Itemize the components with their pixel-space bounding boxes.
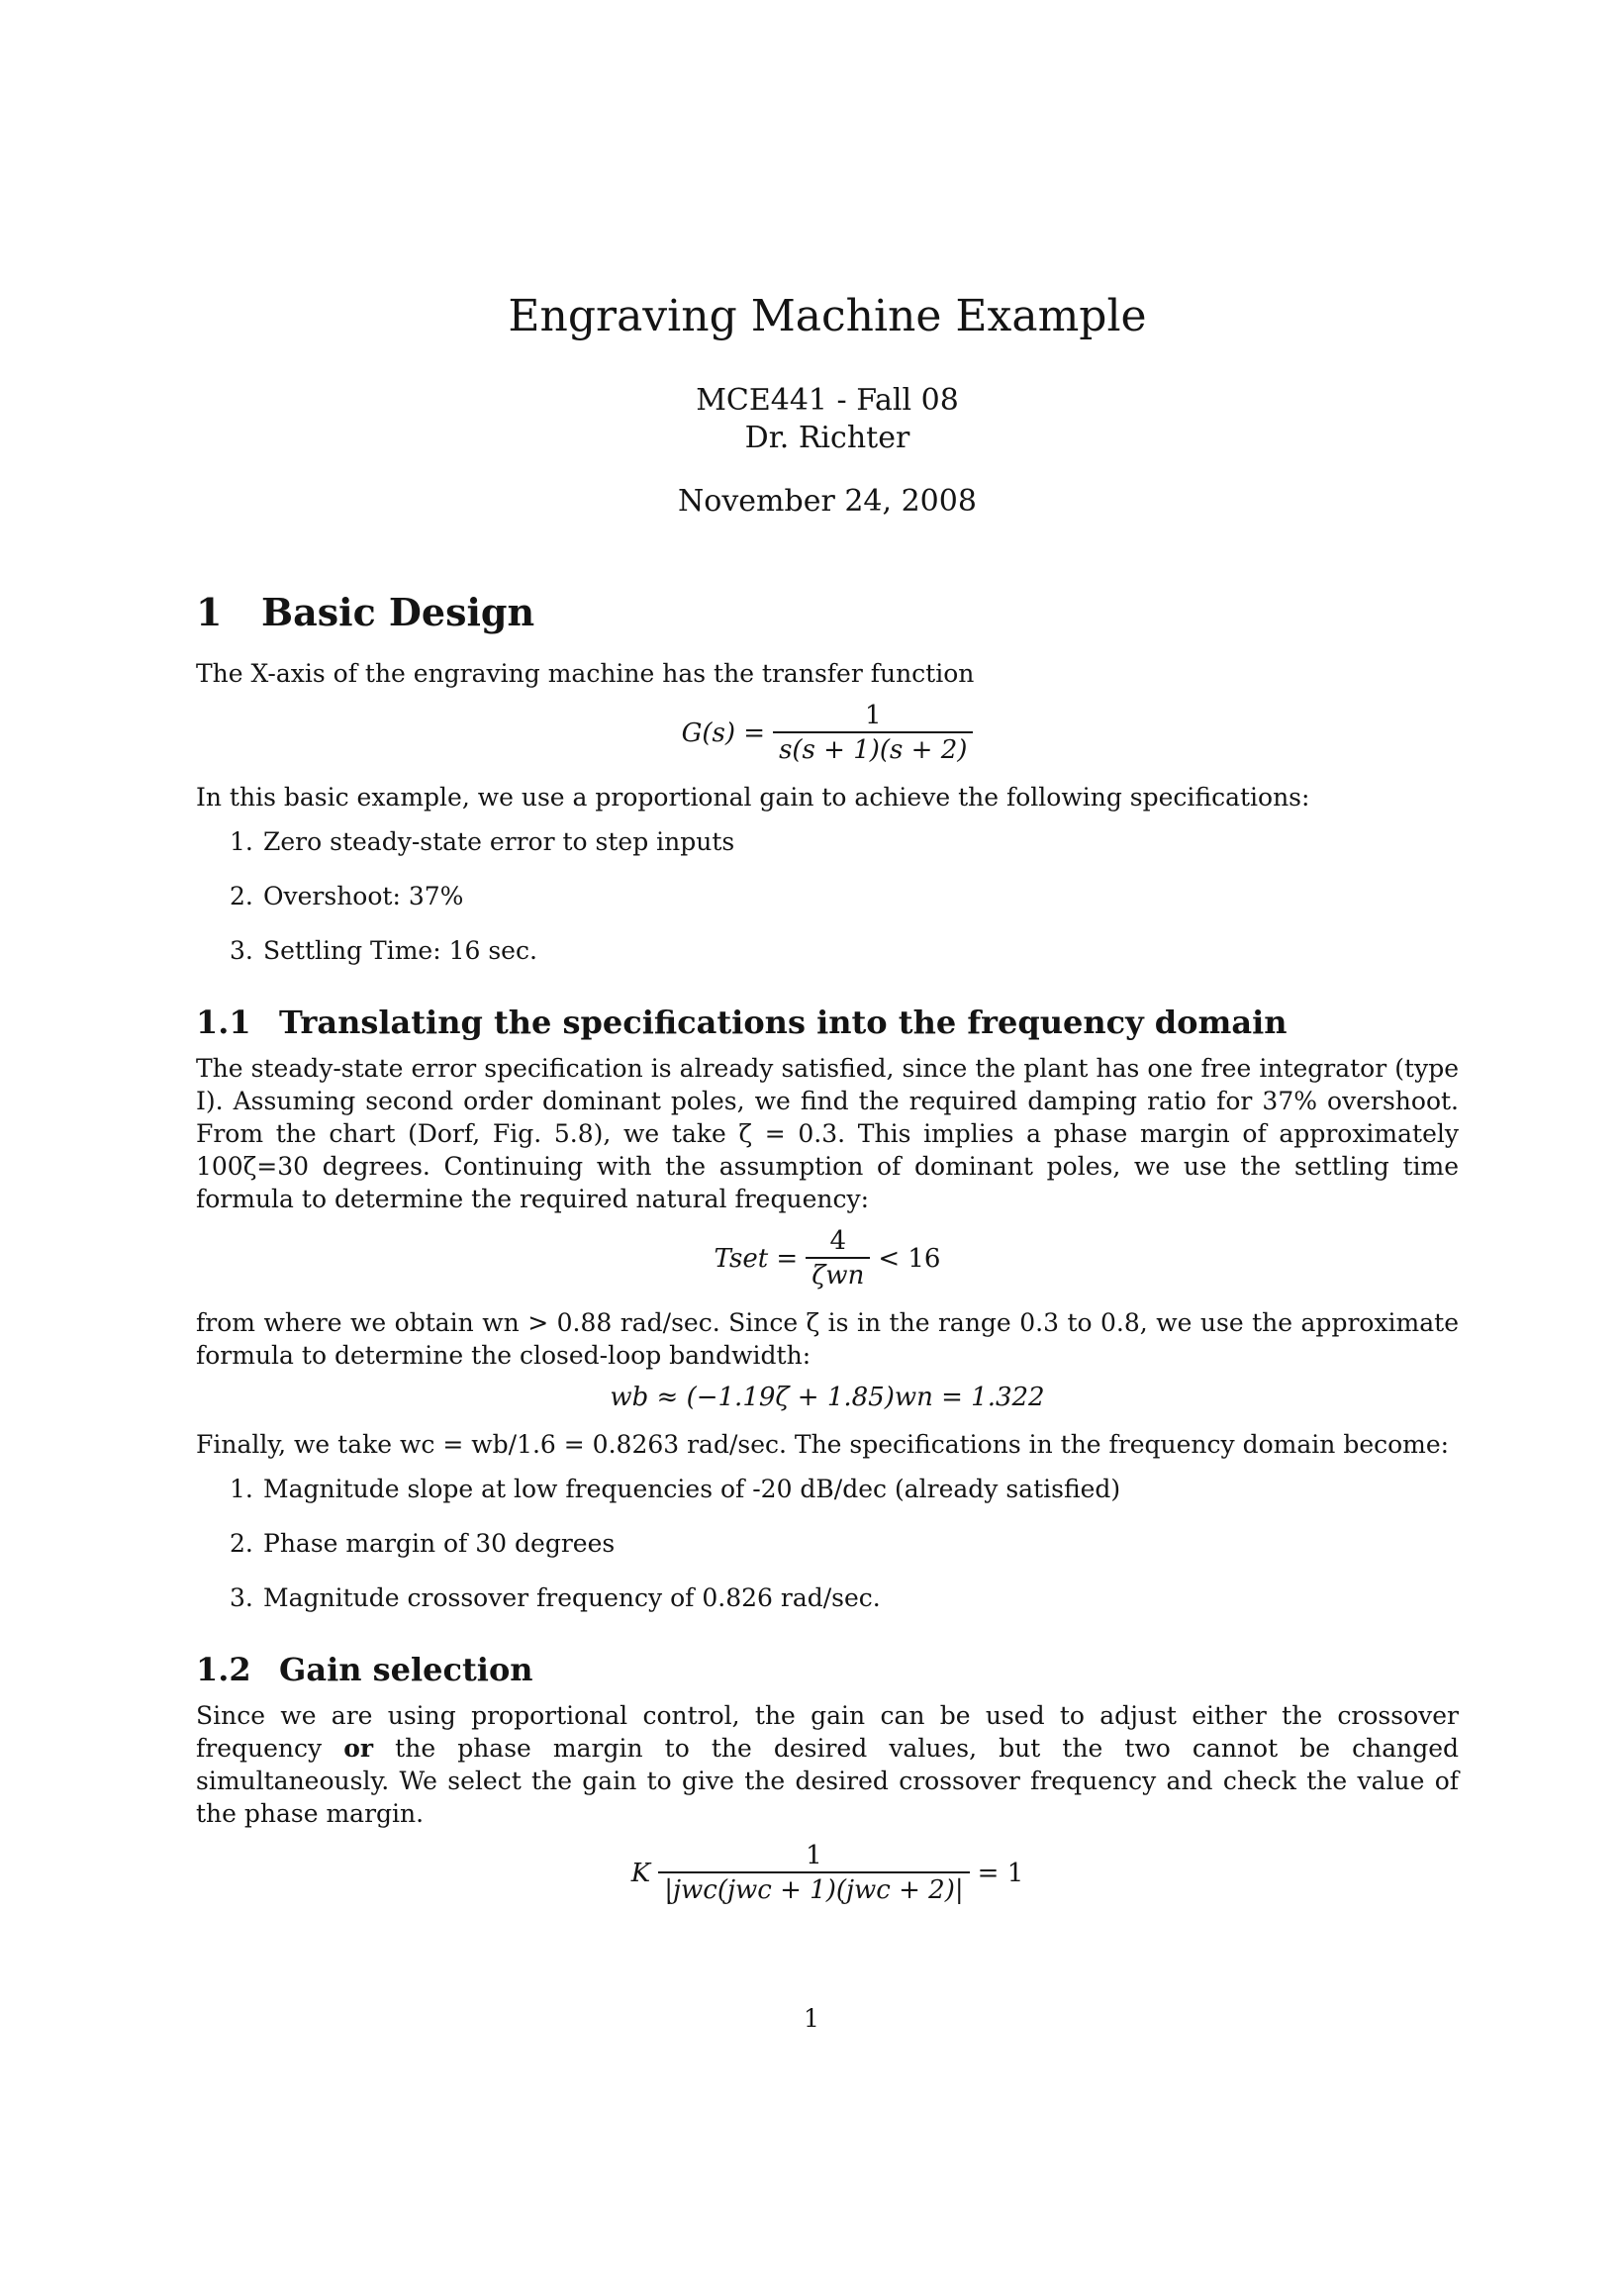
page-number: 1 [804, 2004, 819, 2033]
fraction [773, 700, 973, 767]
document-title: Engraving Machine Example [508, 291, 1147, 341]
list-item-text: Settling Time: 16 sec. [263, 936, 537, 965]
subsection-title: Translating the specifications into the frequency domain [279, 1004, 1288, 1041]
paragraph-text: Since we are using proportional control, the gain can be used to adjust either the crossover frequency [196, 1701, 1459, 1763]
list-item-text: Zero steady-state error to step inputs [263, 827, 735, 856]
bandwidth-equation: wb ≈ (−1.19ζ + 1.85)wn = 1.322 [610, 1383, 1045, 1412]
section-heading [196, 590, 1459, 635]
fraction [658, 1840, 969, 1907]
list-item-number: 2. [230, 882, 253, 910]
list-item-text: Phase margin of 30 degrees [263, 1529, 616, 1558]
page-content [196, 289, 1459, 1921]
paragraph: The X-axis of the engraving machine has the transfer function [196, 659, 975, 688]
list-item [230, 1581, 1459, 1614]
transfer-function-equation [196, 700, 1459, 767]
fraction [806, 1225, 870, 1292]
subsection-heading [196, 1003, 1459, 1042]
settling-time-equation [196, 1225, 1459, 1292]
frequency-spec-list [196, 1473, 1459, 1614]
specification-list [196, 825, 1459, 967]
equation-lhs: K [630, 1858, 651, 1888]
list-item-number: 1. [230, 827, 253, 856]
equation-rhs: = 1 [977, 1858, 1024, 1888]
list-item [230, 1527, 1459, 1560]
equation-lhs: Tset = [714, 1243, 799, 1274]
fraction-denominator: s(s + 1)(s + 2) [773, 731, 973, 767]
title-block [196, 289, 1459, 521]
gain-equation [196, 1840, 1459, 1907]
section-number: 1 [196, 590, 223, 634]
section-title: Basic Design [261, 590, 535, 634]
subsection-number: 1.1 [196, 1004, 251, 1041]
subsection-heading [196, 1650, 1459, 1689]
paragraph: The steady-state error specification is already satisfied, since the plant has one free integrator (type I). Assuming second order dominant poles, we find the required damping ratio for 37% overshoot. From the chart (Dorf, Fig. 5.8), we take ζ = 0.3. This implies a phase margin of approximately 100ζ=30 degrees. Continuing with the assumption of dominant poles, we use the settling time formula to determine the required natural frequency: [196, 1054, 1459, 1213]
date-line: November 24, 2008 [678, 484, 977, 519]
list-item-text: Overshoot: 37% [263, 882, 464, 910]
list-item [230, 1473, 1459, 1505]
subsection-title: Gain selection [279, 1651, 533, 1688]
list-item-number: 2. [230, 1529, 253, 1558]
subsection-number: 1.2 [196, 1651, 251, 1688]
paragraph: Finally, we take wc = wb/1.6 = 0.8263 rad/sec. The specifications in the frequency domain become: [196, 1430, 1450, 1459]
paragraph [196, 1699, 1459, 1830]
fraction-denominator: ζwn [806, 1257, 870, 1292]
paragraph-text: the phase margin to the desired values, but the two cannot be changed simultaneously. We select the gain to give the desired crossover frequency and check the value of the phase margin. [196, 1734, 1460, 1828]
paragraph: In this basic example, we use a proportional gain to achieve the following specifications: [196, 783, 1310, 812]
list-item [230, 934, 1459, 967]
fraction-numerator: 1 [806, 1841, 822, 1870]
list-item-text: Magnitude crossover frequency of 0.826 rad/sec. [263, 1583, 881, 1612]
list-item-number: 3. [230, 936, 253, 965]
list-item [230, 880, 1459, 912]
fraction-numerator: 1 [864, 701, 882, 730]
author-line: Dr. Richter [744, 421, 910, 455]
equation-rhs: < 16 [878, 1243, 941, 1274]
course-line: MCE441 - Fall 08 [696, 383, 959, 418]
equation-lhs: G(s) = [681, 718, 766, 748]
list-item-number: 3. [230, 1583, 253, 1612]
list-item-number: 1. [230, 1475, 253, 1503]
list-item [230, 825, 1459, 858]
list-item-text: Magnitude slope at low frequencies of -20 dB/dec (already satisfied) [263, 1475, 1121, 1503]
fraction-denominator: |jwc(jwc + 1)(jwc + 2)| [658, 1871, 969, 1907]
emphasis-word: or [343, 1734, 374, 1763]
fraction-numerator: 4 [829, 1226, 847, 1256]
paragraph: from where we obtain wn > 0.88 rad/sec. Since ζ is in the range 0.3 to 0.8, we use the approximate formula to determine the closed-loop bandwidth: [196, 1308, 1459, 1370]
